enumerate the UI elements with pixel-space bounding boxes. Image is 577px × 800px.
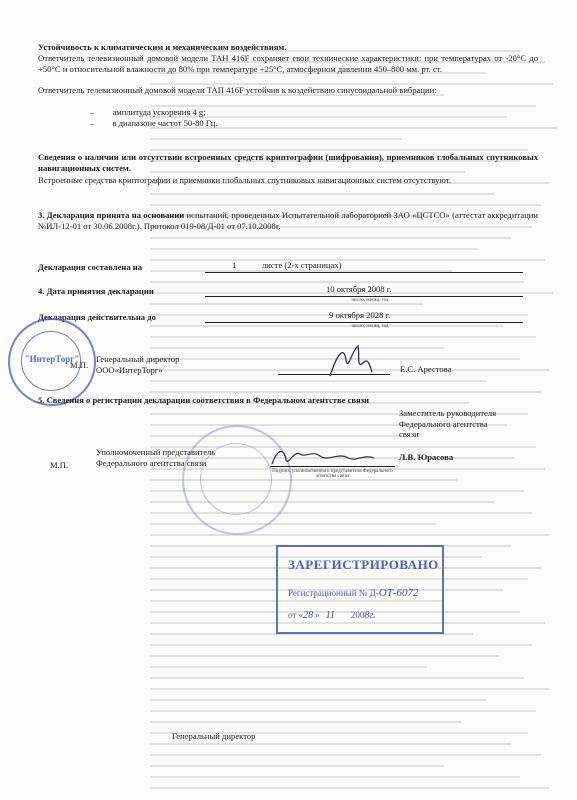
composed-rest: листе (2-х страницах): [262, 260, 342, 270]
representative-signature: [268, 444, 378, 470]
climate-list-item-1: [90, 107, 530, 118]
representative-signature-hint: Подпись уполномоченного представителя Федерального агентства связи: [272, 469, 393, 479]
director-position: Генеральный директор: [96, 354, 180, 364]
director-name: Е.С. Арестова: [400, 364, 452, 374]
dash-bullet: –: [90, 118, 95, 128]
registration-year-prefix: 200: [350, 610, 365, 620]
accept-date-value: 10 октября 2008 г.: [326, 284, 392, 294]
composed-underline: [205, 272, 523, 273]
composed-count: 1: [232, 260, 237, 270]
director-signature: [326, 342, 376, 382]
deputy-position: Заместитель руководителя Федерального агентства связи: [399, 408, 497, 440]
mp-label-2: М.П.: [50, 460, 69, 470]
accept-date-underline: [205, 296, 523, 297]
climate-paragraph-2: Ответчитель телевизионный домовой модели ТАП 416F устойчив к воздействию синусоидальной вибрации:: [38, 85, 437, 95]
registration-year-suffix: 8г.: [364, 610, 376, 621]
composed-label: Декларация составлена на: [38, 262, 143, 272]
valid-until-value: 9 октября 2028 г.: [329, 310, 391, 320]
crypto-heading: Сведения о наличии или отсутствии встроенных средств криптографии (шифрования), приемников глобальных спутниковых навигационных систем.: [38, 152, 538, 173]
climate-paragraph-1: Ответчитель телевизионный домовой модели ТАН 416F сохраняет свои технические характеристики: при температурах от -20°С до +50°С и относительной влажности до 80% при температуре +25°С, атмосферном давлении 450–800 мм. рт. ст.: [38, 53, 538, 74]
director-company: ООО«ИнтерТорг»: [96, 365, 163, 375]
deputy-name: Л.В. Юрасова: [399, 452, 454, 462]
stamp-company-text: "ИнтерТорг": [24, 354, 80, 364]
registration-number: [288, 587, 419, 599]
crypto-text: Встроенные средства криптографии и приемники глобальных спутниковых навигационных систем отсутствуют.: [38, 175, 452, 185]
registration-number-value: ОТ-6072: [378, 587, 419, 599]
representative-position: Уполномоченный представитель Федерального агентства связи: [96, 447, 216, 468]
agency-stamp: [182, 425, 292, 535]
climate-list-item-2: [90, 118, 530, 129]
section-3-body: испытаний, проведенных Испытательной лабораторией ЗАО «ЦСТСО» (аттестат аккредитации №ИЛ-12-01 от 30.06.2008г.). Протокол 019-08/Д-01 от 07.10.2008г.: [38, 210, 539, 231]
valid-until-underline: [205, 322, 523, 323]
section-5-heading: 5. Сведения о регистрации декларации соответствия в Федеральном агентстве связи: [38, 395, 370, 405]
accept-date-label: 4. Дата принятия декларации: [38, 286, 154, 296]
registration-title: ЗАРЕГИСТРИРОВАНО: [288, 557, 439, 572]
climate-heading: Устойчивость к климатическим и механическим воздействиям.: [38, 42, 287, 52]
section-3-lead: 3. Декларация принята на основании: [38, 210, 185, 220]
registration-month: 11: [325, 610, 335, 621]
dash-bullet: –: [90, 107, 95, 117]
registration-stamp: [276, 545, 444, 634]
accept-date-hint: число, месяц, год: [351, 298, 389, 303]
registration-number-label: Регистрационный № Д-: [288, 588, 379, 598]
valid-until-label: Декларация действительна до: [38, 312, 156, 322]
mp-label-1: М.П.: [70, 360, 89, 370]
list-item-text: в диапазоне частот 50-80 Гц.: [112, 118, 218, 128]
registration-date: от «28 » 11 2008г.: [288, 610, 376, 621]
section-3-text: [38, 210, 538, 231]
footer-director-position: Генеральный директор: [172, 731, 256, 741]
valid-until-hint: число, месяц, год: [351, 324, 389, 329]
registration-date-prefix: от «: [288, 610, 304, 620]
list-item-text: амплитуда ускорения 4 g;: [112, 107, 206, 117]
registration-day: 28: [303, 610, 314, 621]
